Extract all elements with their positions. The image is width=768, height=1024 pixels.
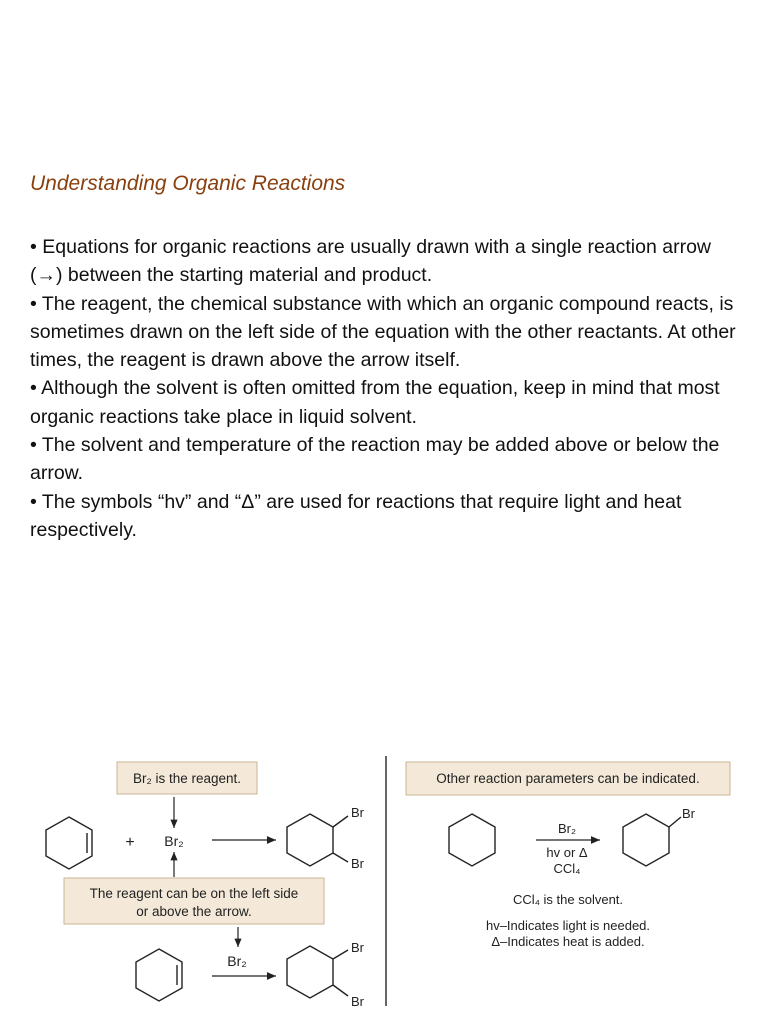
product2-br-top: Br	[351, 940, 364, 955]
cyclohexane-reactant	[449, 814, 495, 866]
plus-sign: +	[125, 834, 135, 851]
below-arrow-solvent: CCl₄	[553, 861, 581, 876]
bromocyclohexane-product	[623, 814, 681, 866]
reagent-position-line2: or above the arrow.	[136, 904, 252, 919]
cyclohexene-reactant	[46, 817, 92, 869]
bullet-item: • The symbols “hv” and “Δ” are used for reactions that require light and heat respectively.	[30, 490, 682, 541]
product-br-bottom: Br	[351, 856, 364, 871]
reagent-label-text: Br₂ is the reagent.	[132, 771, 242, 786]
bullet-item: • Equations for organic reactions are usually drawn with a single reaction arrow (→) between the starting material and product.	[30, 236, 712, 287]
product2-br-bottom: Br	[351, 994, 364, 1009]
reaction-figure	[0, 740, 768, 1024]
bullet-item: • Although the solvent is often omitted from the equation, keep in mind that most organic reactions take place in liquid solvent.	[30, 377, 720, 428]
solvent-note: CCl₄ is the solvent.	[512, 892, 624, 907]
slide-title: Understanding Organic Reactions	[30, 172, 346, 195]
dibromocyclohexane-product-2	[287, 946, 348, 998]
bullet-item: • The solvent and temperature of the reaction may be added above or below the arrow.	[30, 434, 720, 485]
below-arrow-conditions: hv or Δ	[546, 845, 588, 860]
product-br: Br	[682, 806, 695, 821]
bullet-item: • The reagent, the chemical substance with which an organic compound reacts, is sometimes drawn on the left side of the equation with the other reactants. At other times, the reagent is drawn above the arrow itself.	[30, 292, 736, 372]
light-note: hv–Indicates light is needed.	[485, 918, 651, 933]
reagent-br2: Br₂	[164, 833, 184, 849]
dibromocyclohexane-product	[287, 814, 348, 866]
product-br-top: Br	[351, 805, 364, 820]
cyclohexene-reactant-2	[136, 949, 182, 1001]
reagent-position-line1: The reagent can be on the left side	[89, 886, 299, 901]
heat-note: Δ–Indicates heat is added.	[491, 934, 645, 949]
bullet-list	[30, 233, 742, 544]
above-arrow-br2: Br₂	[557, 821, 577, 836]
arrow-reagent-br2: Br₂	[227, 953, 247, 969]
parameters-label-text: Other reaction parameters can be indicated.	[436, 771, 700, 786]
